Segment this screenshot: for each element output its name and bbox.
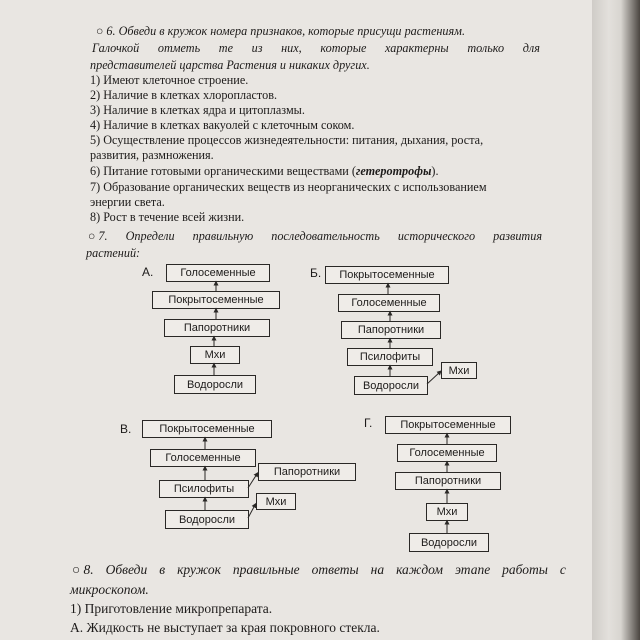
diagram-b-box: Псилофиты [347, 348, 433, 366]
q6-bullet: ○ [96, 24, 104, 38]
diagram-v-box: Мхи [256, 493, 296, 510]
diagram-v-box: Покрытосеменные [142, 420, 272, 438]
diagram-v-label: В. [120, 422, 132, 436]
diagram-g-box: Покрытосеменные [385, 416, 511, 434]
diagram-a-box: Водоросли [174, 375, 256, 394]
diagram-g-box: Папоротники [395, 472, 501, 490]
q6-item: 4) Наличие в клетках вакуолей с клеточным соком. [90, 118, 355, 132]
q6-title-line1 [96, 24, 540, 39]
q6-title-text: 6. Обведи в кружок номера признаков, которые присущи растениям. [106, 24, 466, 38]
diagram-b-box: Мхи [441, 362, 477, 379]
q8-bullet: ○ [72, 562, 81, 577]
diagram-g-box: Водоросли [409, 533, 489, 552]
q6-item: 8) Рост в течение всей жизни. [90, 210, 245, 224]
diagram-b-label: Б. [310, 266, 322, 280]
q6-item: 2) Наличие в клетках хлоропластов. [90, 88, 277, 102]
diagram-g-box: Голосеменные [397, 444, 497, 462]
diagram-a-box: Мхи [190, 346, 240, 364]
diagram-a-box: Голосеменные [166, 264, 270, 282]
q8-title-line1: ○ 8. Обведи в кружок правильные ответы на каждом этапе работы с [72, 562, 566, 577]
q7-bullet: ○ [88, 229, 96, 243]
diagram-g-label: Г. [364, 416, 373, 430]
diagram-a-label: А. [142, 265, 154, 279]
diagram-a-box: Покрытосеменные [152, 291, 280, 309]
diagram-v-box: Псилофиты [159, 480, 249, 498]
diagram-v-box: Водоросли [165, 510, 249, 529]
page-stack-edge [592, 0, 640, 640]
q8-title-line2: микроскопом. [70, 582, 149, 597]
q8-item: А. Жидкость не выступает за края покровного стекла. [70, 620, 380, 635]
q6-item: 6) Питание готовыми органическими веществами (гетеротрофы). [90, 164, 439, 178]
q6-item: 1) Имеют клеточное строение. [90, 73, 249, 87]
q6-title-line2: Галочкой отметь те из них, которые характерны только для [92, 41, 540, 55]
q7-title-line1: ○ 7. Определи правильную последовательность исторического развития [88, 229, 542, 243]
q6-item: 3) Наличие в клетках ядра и цитоплазмы. [90, 103, 305, 117]
diagram-v-box: Голосеменные [150, 449, 256, 467]
arrow [427, 372, 440, 384]
diagram-a-box: Папоротники [164, 319, 270, 337]
q6-item: развития, размножения. [90, 148, 214, 162]
diagram-b-box: Водоросли [354, 376, 428, 395]
diagram-g-box: Мхи [426, 503, 468, 521]
q6-item: 5) Осуществление процессов жизнедеятельности: питания, дыхания, роста, [90, 133, 484, 147]
arrow [248, 474, 257, 488]
q6-item: 7) Образование органических веществ из неорганических с использованием [90, 180, 487, 194]
q6-item: энергии света. [90, 195, 165, 209]
q8-item: 1) Приготовление микропрепарата. [70, 601, 273, 616]
diagram-b-box: Голосеменные [338, 294, 440, 312]
q6-title-line3: представителей царства Растения и никаких других. [90, 58, 370, 72]
diagram-v-box: Папоротники [258, 463, 356, 481]
q7-title-line2: растений: [86, 246, 141, 260]
diagram-b-box: Папоротники [341, 321, 441, 339]
arrow [248, 505, 255, 518]
q6-item6-bold: гетеротрофы [355, 164, 432, 178]
diagram-b-box: Покрытосеменные [325, 266, 449, 284]
